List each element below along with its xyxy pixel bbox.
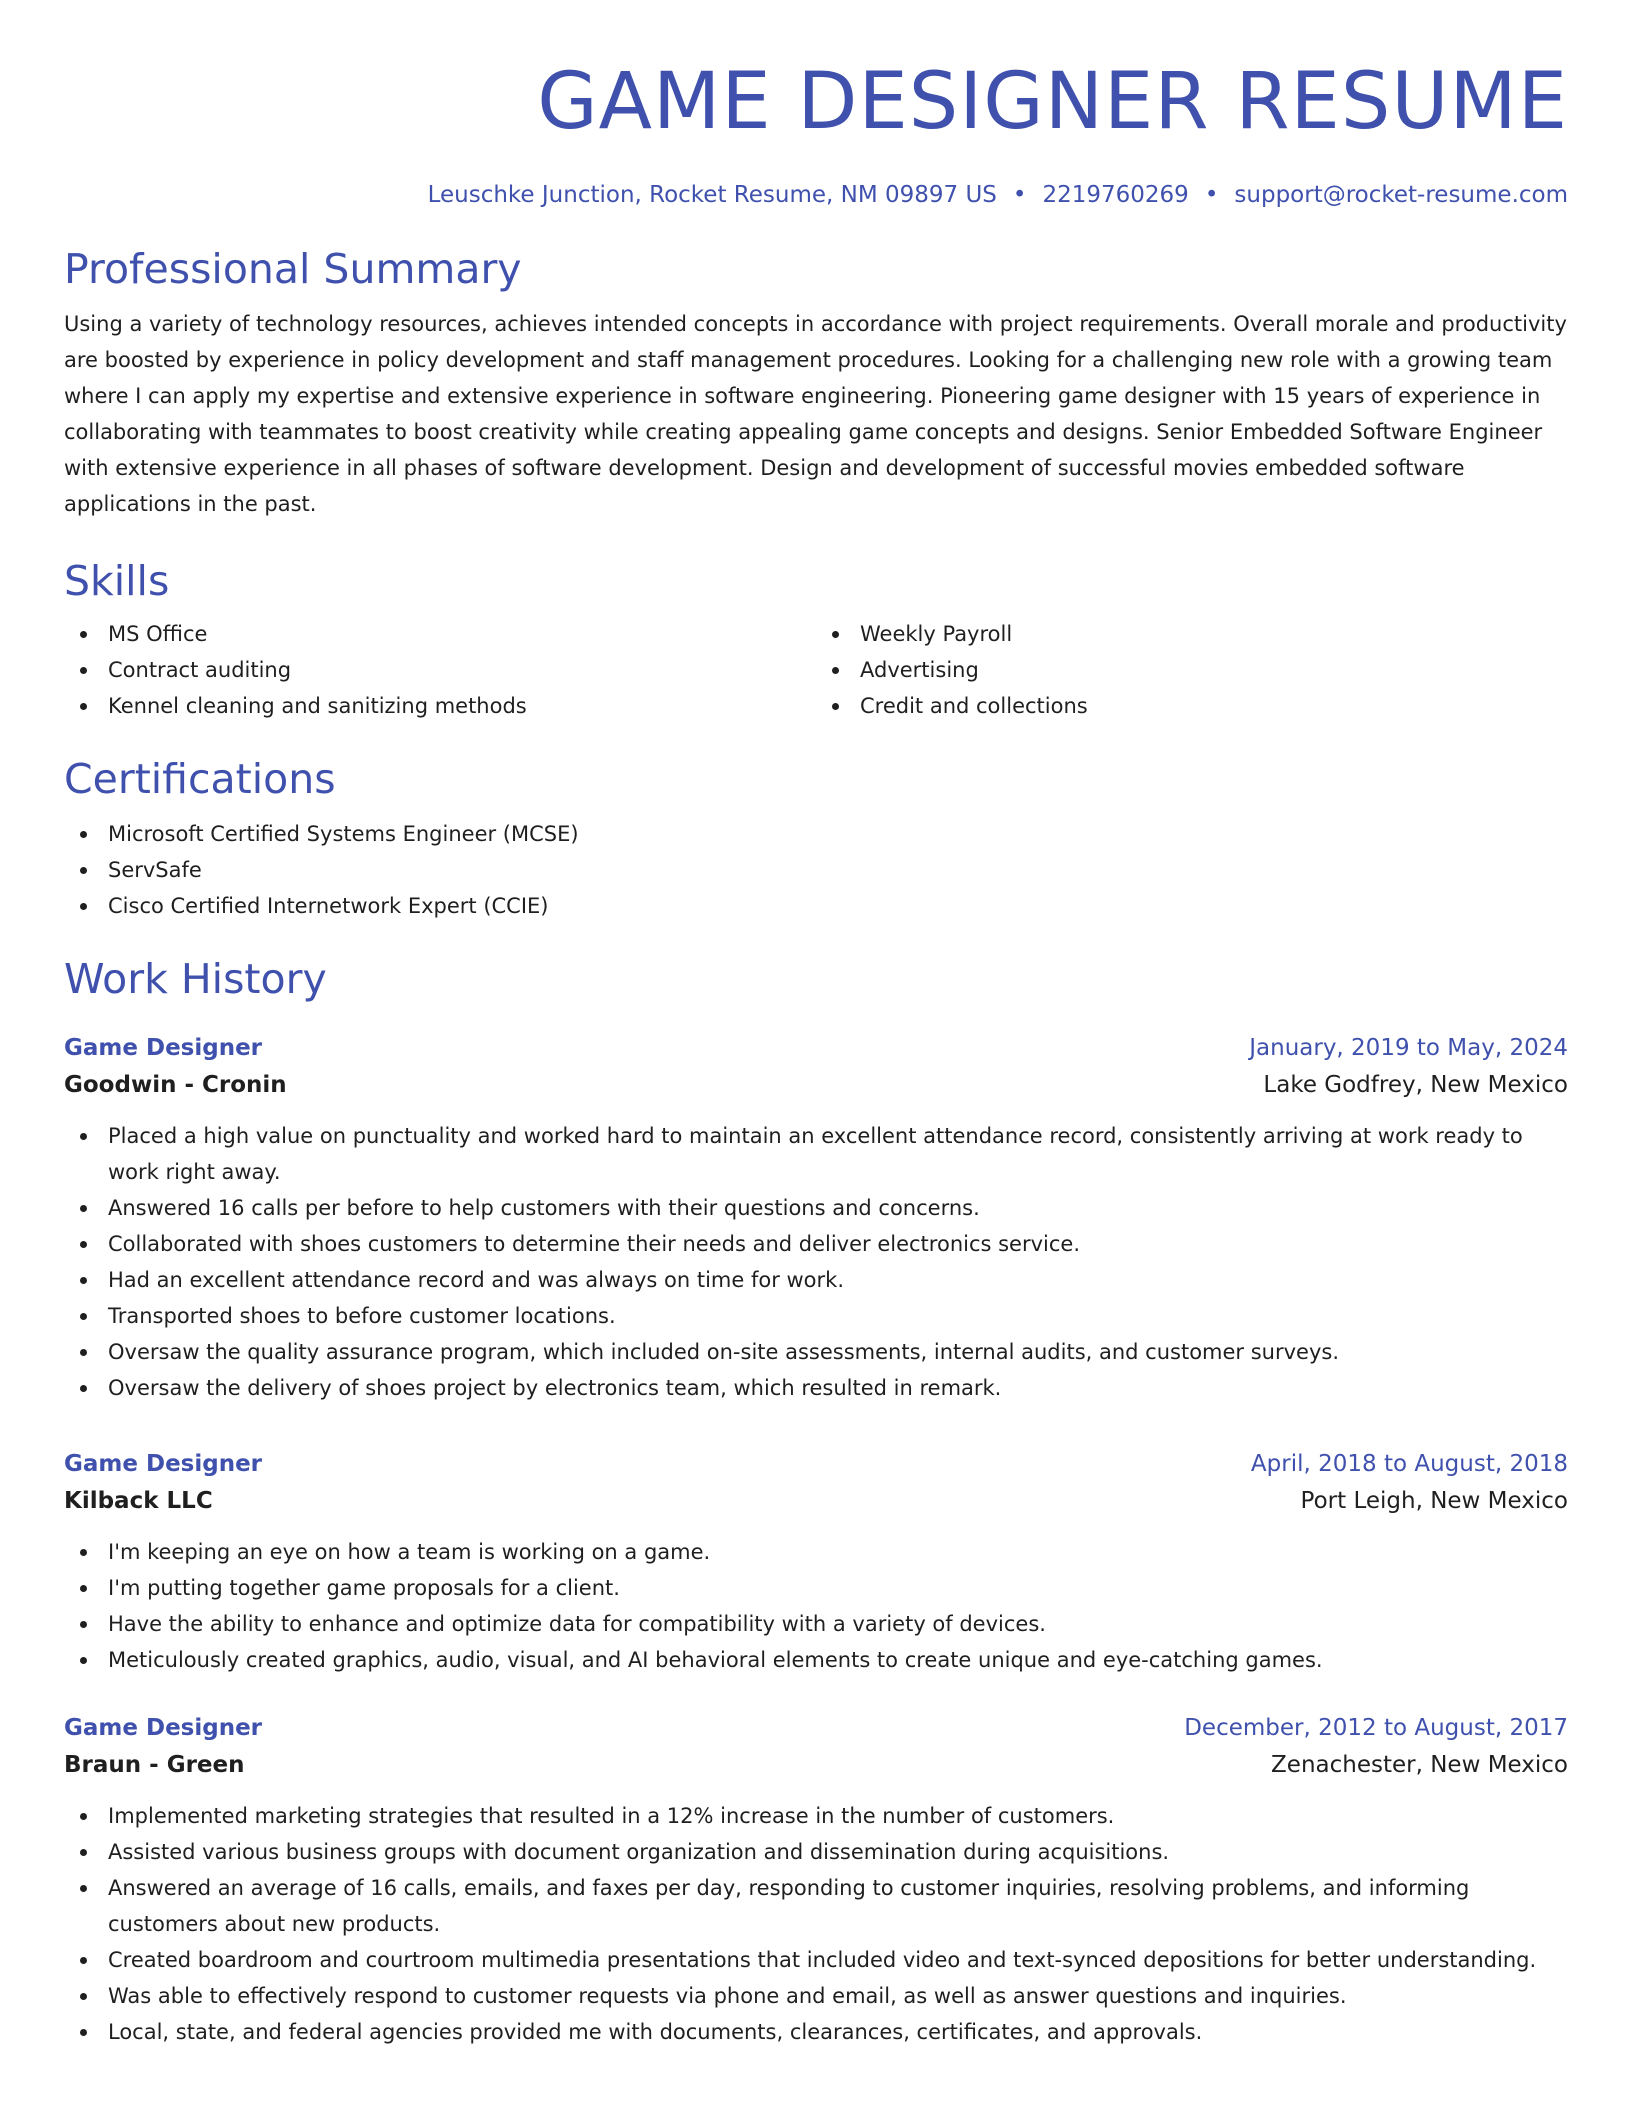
skills-grid [64,616,1568,724]
job-bullet: Implemented marketing strategies that resulted in a 12% increase in the number of customers. [64,1798,1568,1834]
job-company: Braun - Green [64,1752,245,1778]
job-title: Game Designer [64,1451,263,1477]
job-entry [64,1030,1568,1406]
resume-title: GAME DESIGNER RESUME [537,57,1568,147]
contact-line [64,180,1568,210]
skills-list-right [816,616,1568,724]
job-bullet: I'm keeping an eye on how a team is working on a game. [64,1534,1568,1570]
job-bullet: Answered an average of 16 calls, emails, and faxes per day, responding to customer inquiries, resolving problems, and informing customers about new products. [64,1870,1568,1942]
section-title: Professional Summary [64,245,522,293]
job-dates: January, 2019 to May, 2024 [1249,1035,1568,1061]
job-bullet: Have the ability to enhance and optimize data for compatibility with a variety of devices. [64,1606,1568,1642]
job-bullet: Local, state, and federal agencies provided me with documents, clearances, certificates, and approvals. [64,2014,1568,2050]
job-dates: December, 2012 to August, 2017 [1184,1715,1568,1741]
job-bullet: Was able to effectively respond to customer requests via phone and email, as well as answer questions and inquiries. [64,1978,1568,2014]
skill-item: Contract auditing [64,652,816,688]
job-location: Port Leigh, New Mexico [1300,1488,1568,1514]
job-header-row [64,1710,1568,1746]
job-bullet: Collaborated with shoes customers to determine their needs and deliver electronics service. [64,1226,1568,1262]
job-bullet: Oversaw the quality assurance program, which included on-site assessments, internal audits, and customer surveys. [64,1334,1568,1370]
job-bullets [64,1798,1568,2050]
skill-item: Credit and collections [816,688,1568,724]
summary-text: Using a variety of technology resources, achieves intended concepts in accordance with project requirements. Overall morale and productivity are boosted by experience in policy development and staff management procedures. Looking for a challenging new role with a growing team where I can apply my expertise and extensive experience in software engineering. Pioneering game designer with 15 years of experience in collaborating with teammates to boost creativity while creating appealing game concepts and designs. Senior Embedded Software Engineer with extensive experience in all phases of software development. Design and development of successful movies embedded software applications in the past. [64,312,1567,516]
resume-header [64,56,1568,210]
email-link[interactable]: support@rocket-resume.com [1234,182,1568,208]
professional-summary-section [64,244,1568,522]
section-title: Skills [64,557,170,605]
job-bullets [64,1118,1568,1406]
skill-item: MS Office [64,616,816,652]
skills-list-left [64,616,816,724]
job-company: Kilback LLC [64,1488,213,1514]
skill-item: Weekly Payroll [816,616,1568,652]
certifications-section [64,754,1568,924]
phone: 2219760269 [1042,182,1189,208]
job-company-row [64,1482,1568,1520]
job-entry [64,1710,1568,2050]
job-title: Game Designer [64,1715,263,1741]
job-bullet: I'm putting together game proposals for a client. [64,1570,1568,1606]
section-title: Certifications [64,755,336,803]
section-title: Work History [64,955,327,1003]
job-bullet: Meticulously created graphics, audio, visual, and AI behavioral elements to create unique and eye-catching games. [64,1642,1568,1678]
contact-separator: • [1012,182,1027,208]
certification-item: Cisco Certified Internetwork Expert (CCIE) [64,888,1568,924]
job-location: Lake Godfrey, New Mexico [1263,1072,1568,1098]
job-company-row [64,1746,1568,1784]
job-bullet: Transported shoes to before customer locations. [64,1298,1568,1334]
job-header-row [64,1030,1568,1066]
job-bullet: Oversaw the delivery of shoes project by electronics team, which resulted in remark. [64,1370,1568,1406]
job-bullet: Had an excellent attendance record and was always on time for work. [64,1262,1568,1298]
skill-item: Advertising [816,652,1568,688]
job-bullets [64,1534,1568,1678]
job-bullet: Answered 16 calls per before to help customers with their questions and concerns. [64,1190,1568,1226]
skill-item: Kennel cleaning and sanitizing methods [64,688,816,724]
job-location: Zenachester, New Mexico [1271,1752,1568,1778]
work-history-section [64,954,1568,2050]
contact-separator: • [1204,182,1219,208]
job-dates: April, 2018 to August, 2018 [1250,1451,1568,1477]
job-bullet: Placed a high value on punctuality and worked hard to maintain an excellent attendance record, consistently arriving at work ready to work right away. [64,1118,1568,1190]
certification-item: Microsoft Certified Systems Engineer (MCSE) [64,816,1568,852]
job-bullet: Assisted various business groups with document organization and dissemination during acquisitions. [64,1834,1568,1870]
address: Leuschke Junction, Rocket Resume, NM 09897 US [427,182,997,208]
job-entry [64,1446,1568,1678]
job-company: Goodwin - Cronin [64,1072,287,1098]
certification-item: ServSafe [64,852,1568,888]
skills-section [64,556,1568,724]
job-header-row [64,1446,1568,1482]
job-company-row [64,1066,1568,1104]
job-title: Game Designer [64,1035,263,1061]
certifications-list [64,816,1568,924]
job-bullet: Created boardroom and courtroom multimedia presentations that included video and text-synced depositions for better understanding. [64,1942,1568,1978]
